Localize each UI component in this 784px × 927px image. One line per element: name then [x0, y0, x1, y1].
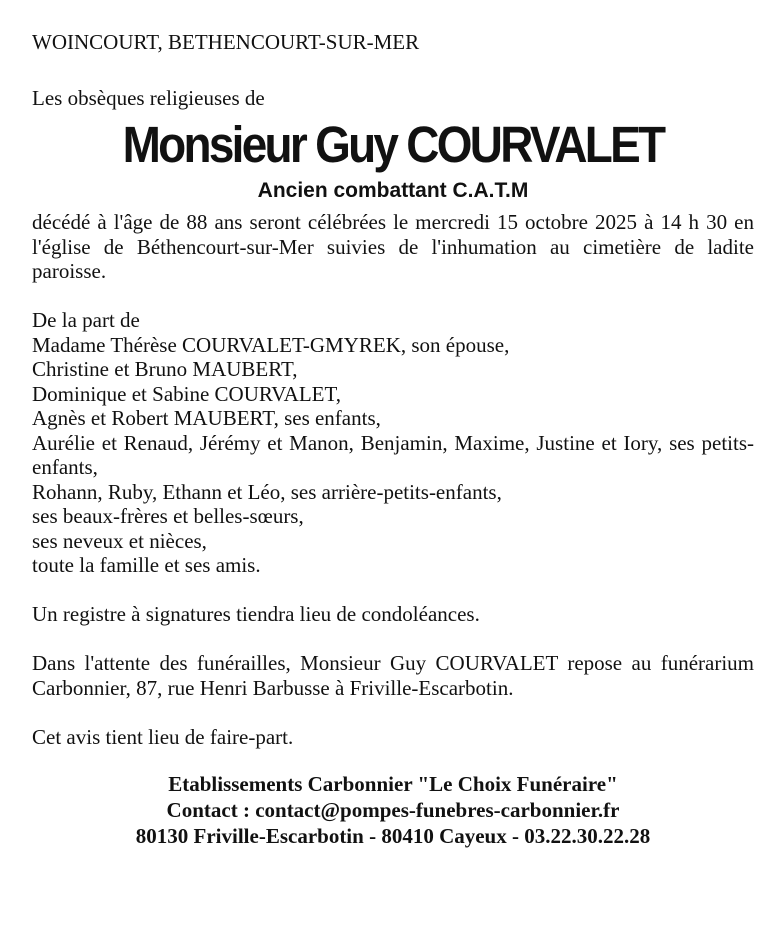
- registry-text: Un registre à signatures tiendra lieu de condoléances.: [32, 602, 480, 626]
- family-member: toute la famille et ses amis.: [32, 553, 261, 577]
- family-member: Agnès et Robert MAUBERT, ses enfants,: [32, 406, 381, 430]
- family-member: ses neveux et nièces,: [32, 528, 207, 553]
- family-intro: De la part de: [32, 308, 140, 332]
- family-list: [32, 333, 754, 578]
- company-name: Etablissements Carbonnier "Le Choix Funéraire": [168, 772, 618, 796]
- family-member: Christine et Bruno MAUBERT,: [32, 357, 298, 381]
- deceased-name: Monsieur Guy COURVALET: [122, 116, 664, 173]
- funeral-home-footer: [32, 771, 754, 849]
- family-member: Dominique et Sabine COURVALET,: [32, 381, 342, 406]
- family-member: ses beaux-frères et belles-sœurs,: [32, 504, 304, 528]
- family-member: Rohann, Ruby, Ethann et Léo, ses arrière-petits-enfants,: [32, 479, 502, 504]
- announcement-text: décédé à l'âge de 88 ans seront célébrées le mercredi 15 octobre 2025 à 14 h 30 en l'église de Béthencourt-sur-Mer suivies de l'inhumation au cimetière de ladite paroisse.: [32, 210, 754, 283]
- deceased-title: Ancien combattant C.A.T.M: [257, 179, 529, 202]
- family-member: Madame Thérèse COURVALET-GMYREK, son épouse,: [32, 332, 510, 357]
- location-header: WOINCOURT, BETHENCOURT-SUR-MER: [32, 30, 420, 54]
- closing-text: Cet avis tient lieu de faire-part.: [32, 724, 294, 749]
- rest-place-text: Dans l'attente des funérailles, Monsieur Guy COURVALET repose au funérarium Carbonnier, 87, rue Henri Barbusse à Friville-Escarbotin.: [32, 651, 754, 700]
- intro-text: Les obsèques religieuses de: [32, 85, 265, 110]
- family-member: Aurélie et Renaud, Jérémy et Manon, Benjamin, Maxime, Justine et Iory, ses petits-enfants,: [32, 430, 754, 479]
- address-line: 80130 Friville-Escarbotin - 80410 Cayeux - 03.22.30.22.28: [135, 824, 651, 848]
- contact-line: Contact : contact@pompes-funebres-carbonnier.fr: [166, 798, 620, 822]
